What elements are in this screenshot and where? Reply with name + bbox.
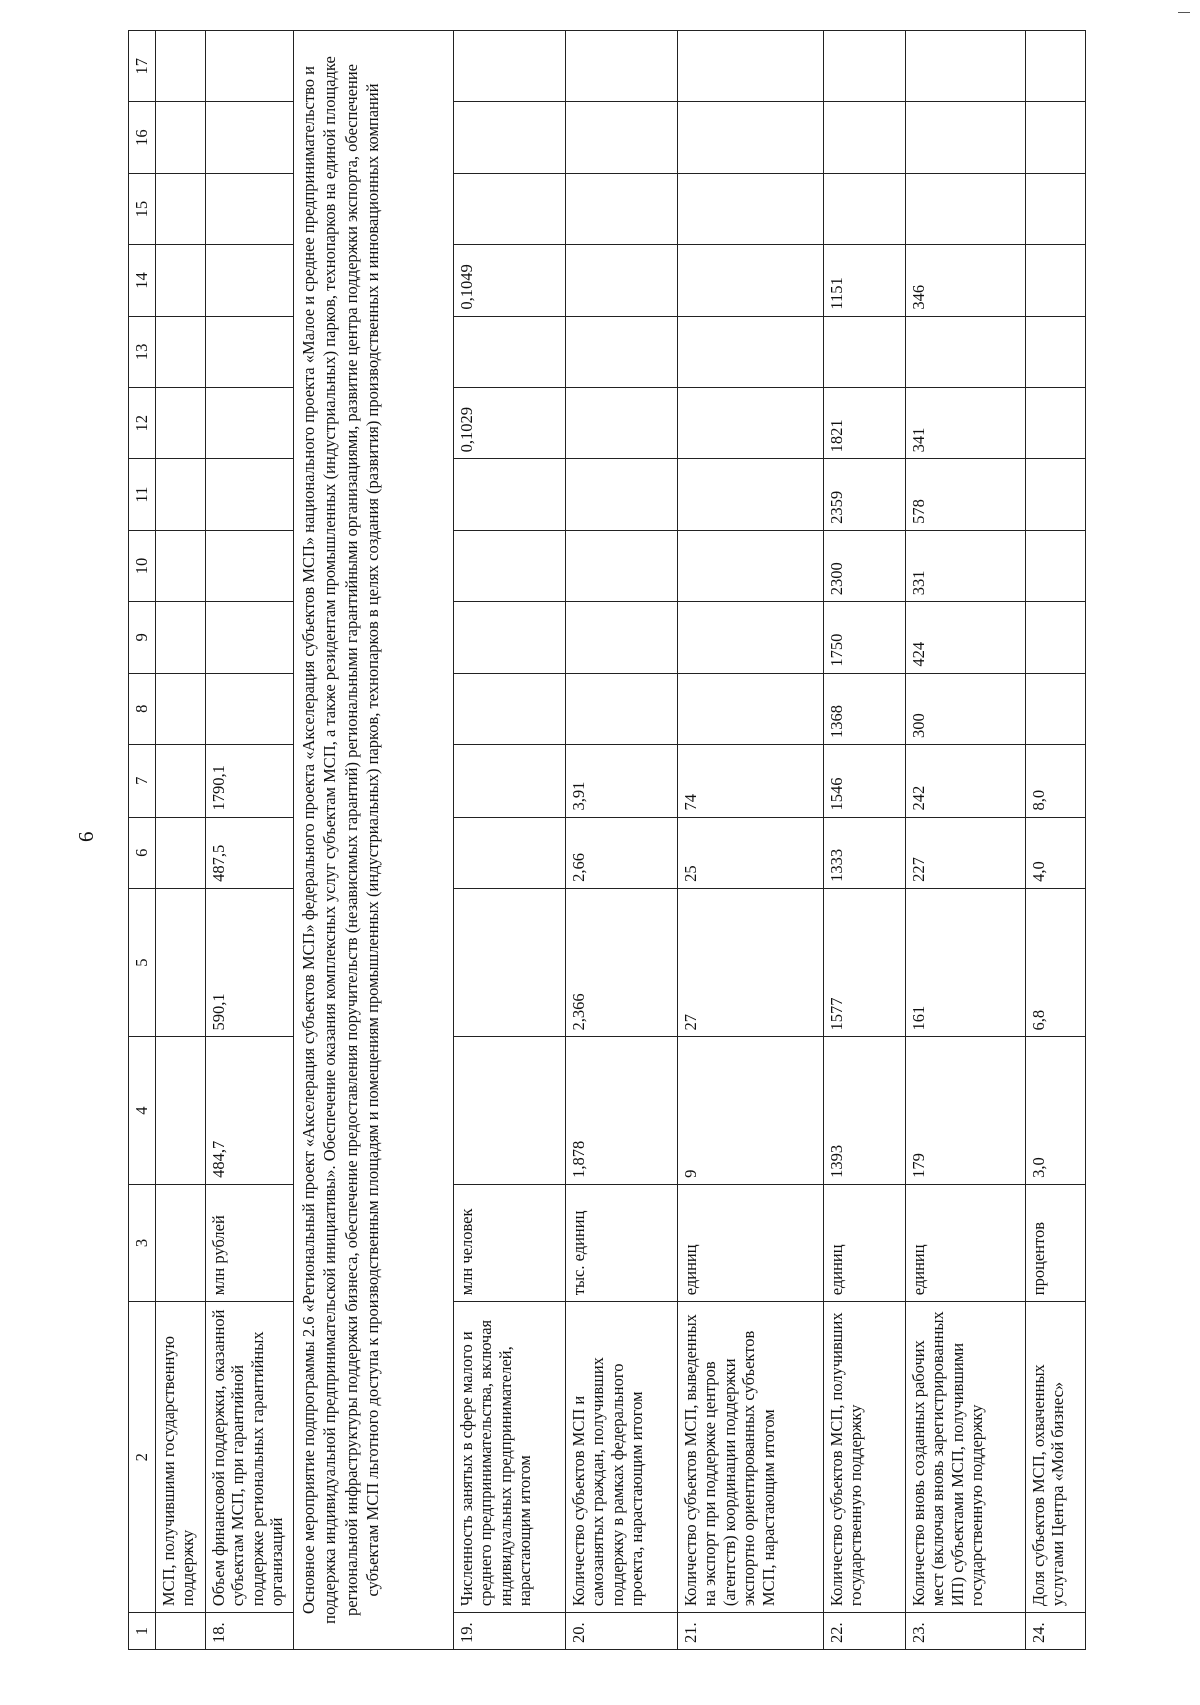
value-cell-col-8 xyxy=(454,673,566,744)
value-cell-col-4: 1393 xyxy=(824,1037,906,1184)
row-number-cell xyxy=(156,1613,206,1650)
indicator-name-cell: Количество субъектов МСП, получивших государственную поддержку xyxy=(824,1302,906,1613)
unit-cell: процентов xyxy=(1026,1184,1086,1301)
value-cell-col-13 xyxy=(156,316,206,387)
column-number-2: 2 xyxy=(129,1302,156,1613)
row-number-cell: 24. xyxy=(1026,1613,1086,1650)
table-row xyxy=(206,31,294,1650)
value-cell-col-8: 1368 xyxy=(824,673,906,744)
value-cell-col-7 xyxy=(156,744,206,817)
value-cell-col-11 xyxy=(566,459,678,530)
value-cell-col-4: 3,0 xyxy=(1026,1037,1086,1184)
row-number-cell: 23. xyxy=(906,1613,1026,1650)
value-cell-col-16 xyxy=(156,102,206,173)
value-cell-col-5: 6,8 xyxy=(1026,888,1086,1037)
value-cell-col-14 xyxy=(156,245,206,316)
value-cell-col-6: 487,5 xyxy=(206,817,294,888)
value-cell-col-9: 1750 xyxy=(824,602,906,673)
value-cell-col-14: 346 xyxy=(906,245,1026,316)
column-number-row xyxy=(129,31,156,1650)
rotated-table-area xyxy=(128,30,1200,1650)
value-cell-col-12 xyxy=(1026,388,1086,459)
column-number-15: 15 xyxy=(129,173,156,244)
value-cell-col-8 xyxy=(206,673,294,744)
value-cell-col-11 xyxy=(1026,459,1086,530)
row-number-cell: 20. xyxy=(566,1613,678,1650)
value-cell-col-9 xyxy=(678,602,824,673)
value-cell-col-5: 590,1 xyxy=(206,888,294,1037)
value-cell-col-4 xyxy=(156,1037,206,1184)
unit-cell: единиц xyxy=(678,1184,824,1301)
value-cell-col-15 xyxy=(1026,173,1086,244)
value-cell-col-13 xyxy=(678,316,824,387)
unit-cell: тыс. единиц xyxy=(566,1184,678,1301)
value-cell-col-6 xyxy=(454,817,566,888)
value-cell-col-10 xyxy=(1026,530,1086,601)
indicator-name-cell: Количество субъектов МСП, выведенных на экспорт при поддержке центров (агентств) координации поддержки экспортно ориентированных субъектов МСП, нарастающим итогом xyxy=(678,1302,824,1613)
column-number-13: 13 xyxy=(129,316,156,387)
value-cell-col-10 xyxy=(678,530,824,601)
value-cell-col-17 xyxy=(206,31,294,102)
value-cell-col-15 xyxy=(678,173,824,244)
indicator-name-cell: Численность занятых в сфере малого и среднего предпринимательства, включая индивидуальных предпринимателей, нарастающим итогом xyxy=(454,1302,566,1613)
value-cell-col-9 xyxy=(454,602,566,673)
column-number-1: 1 xyxy=(129,1613,156,1650)
row-number-cell: 22. xyxy=(824,1613,906,1650)
value-cell-col-16 xyxy=(566,102,678,173)
corner-mark xyxy=(1178,12,1190,13)
value-cell-col-7: 242 xyxy=(906,744,1026,817)
value-cell-col-4: 1,878 xyxy=(566,1037,678,1184)
value-cell-col-4: 179 xyxy=(906,1037,1026,1184)
page-number: 6 xyxy=(74,831,98,842)
value-cell-col-6: 227 xyxy=(906,817,1026,888)
value-cell-col-13 xyxy=(206,316,294,387)
value-cell-col-16 xyxy=(454,102,566,173)
value-cell-col-16 xyxy=(824,102,906,173)
value-cell-col-5: 161 xyxy=(906,888,1026,1037)
value-cell-col-11 xyxy=(454,459,566,530)
indicator-name-cell: Объем финансовой поддержки, оказанной субъектам МСП, при гарантийной поддержке региональных гарантийных организаций xyxy=(206,1302,294,1613)
value-cell-col-8 xyxy=(1026,673,1086,744)
value-cell-col-5 xyxy=(454,888,566,1037)
section-row xyxy=(294,31,454,1650)
value-cell-col-17 xyxy=(824,31,906,102)
value-cell-col-16 xyxy=(206,102,294,173)
unit-cell: единиц xyxy=(906,1184,1026,1301)
value-cell-col-4: 484,7 xyxy=(206,1037,294,1184)
indicator-name-cell: Количество вновь созданных рабочих мест (включая вновь зарегистрированных ИП) субъектами МСП, получившими государственную поддержку xyxy=(906,1302,1026,1613)
column-number-6: 6 xyxy=(129,817,156,888)
value-cell-col-13 xyxy=(824,316,906,387)
value-cell-col-13 xyxy=(454,316,566,387)
value-cell-col-13 xyxy=(566,316,678,387)
value-cell-col-14 xyxy=(1026,245,1086,316)
value-cell-col-5: 27 xyxy=(678,888,824,1037)
value-cell-col-6: 25 xyxy=(678,817,824,888)
value-cell-col-12: 0,1029 xyxy=(454,388,566,459)
value-cell-col-14 xyxy=(678,245,824,316)
value-cell-col-9 xyxy=(156,602,206,673)
indicator-name-cell: МСП, получившими государственную поддержку xyxy=(156,1302,206,1613)
indicator-name-cell: Доля субъектов МСП, охваченных услугами Центра «Мой бизнес» xyxy=(1026,1302,1086,1613)
value-cell-col-12: 341 xyxy=(906,388,1026,459)
value-cell-col-10 xyxy=(566,530,678,601)
value-cell-col-10: 2300 xyxy=(824,530,906,601)
value-cell-col-7 xyxy=(454,744,566,817)
value-cell-col-5 xyxy=(156,888,206,1037)
value-cell-col-15 xyxy=(566,173,678,244)
value-cell-col-16 xyxy=(1026,102,1086,173)
value-cell-col-6: 4,0 xyxy=(1026,817,1086,888)
table-row xyxy=(906,31,1026,1650)
indicator-name-cell: Количество субъектов МСП и самозанятых граждан, получивших поддержку в рамках федерального проекта, нарастающим итогом xyxy=(566,1302,678,1613)
value-cell-col-15 xyxy=(824,173,906,244)
value-cell-col-17 xyxy=(156,31,206,102)
value-cell-col-8 xyxy=(566,673,678,744)
unit-cell: единиц xyxy=(824,1184,906,1301)
value-cell-col-15 xyxy=(906,173,1026,244)
row-number-cell: 19. xyxy=(454,1613,566,1650)
value-cell-col-17 xyxy=(678,31,824,102)
unit-cell: млн человек xyxy=(454,1184,566,1301)
column-number-5: 5 xyxy=(129,888,156,1037)
section-title: Основное мероприятие подпрограммы 2.6 «Региональный проект «Акселерация субъектов МСП» федерального проекта «Акселерация субъектов МСП» национального проекта «Малое и среднее предпринимательство и поддержка индивидуальной предпринимательской инициативы». Обеспечение оказания комплексных услуг субъектам МСП, а также резидентам промышленных (индустриальных) парков, технопарков на единой площадке региональной инфраструктуры поддержки бизнеса, обеспечение предоставления поручительств (независимых гарантий) региональными гарантийными организациями, развитие центра поддержки экспорта, обеспечение субъектам МСП льготного доступа к производственным площадям и помещениям промышленных (индустриальных) парков, технопарков в целях создания (развития) производственных и инновационных компаний xyxy=(294,31,454,1650)
value-cell-col-8: 300 xyxy=(906,673,1026,744)
value-cell-col-7: 8,0 xyxy=(1026,744,1086,817)
table-row xyxy=(566,31,678,1650)
table-row xyxy=(1026,31,1086,1650)
column-number-17: 17 xyxy=(129,31,156,102)
value-cell-col-11 xyxy=(206,459,294,530)
value-cell-col-16 xyxy=(906,102,1026,173)
column-number-11: 11 xyxy=(129,459,156,530)
value-cell-col-4: 9 xyxy=(678,1037,824,1184)
table-body xyxy=(156,31,1086,1650)
value-cell-col-11 xyxy=(678,459,824,530)
indicators-table xyxy=(128,30,1086,1650)
column-number-9: 9 xyxy=(129,602,156,673)
value-cell-col-12 xyxy=(156,388,206,459)
table-row xyxy=(824,31,906,1650)
value-cell-col-17 xyxy=(454,31,566,102)
value-cell-col-10 xyxy=(206,530,294,601)
table-row xyxy=(678,31,824,1650)
value-cell-col-5: 1577 xyxy=(824,888,906,1037)
table-row xyxy=(454,31,566,1650)
column-number-14: 14 xyxy=(129,245,156,316)
value-cell-col-9: 424 xyxy=(906,602,1026,673)
value-cell-col-14: 0,1049 xyxy=(454,245,566,316)
unit-cell xyxy=(156,1184,206,1301)
column-number-16: 16 xyxy=(129,102,156,173)
value-cell-col-10 xyxy=(156,530,206,601)
value-cell-col-6: 2,66 xyxy=(566,817,678,888)
value-cell-col-6: 1333 xyxy=(824,817,906,888)
row-number-cell: 18. xyxy=(206,1613,294,1650)
value-cell-col-9 xyxy=(566,602,678,673)
value-cell-col-14 xyxy=(206,245,294,316)
value-cell-col-7: 1546 xyxy=(824,744,906,817)
value-cell-col-13 xyxy=(906,316,1026,387)
column-number-8: 8 xyxy=(129,673,156,744)
unit-cell: млн рублей xyxy=(206,1184,294,1301)
value-cell-col-11: 578 xyxy=(906,459,1026,530)
value-cell-col-7: 74 xyxy=(678,744,824,817)
column-number-4: 4 xyxy=(129,1037,156,1184)
value-cell-col-15 xyxy=(156,173,206,244)
table-row xyxy=(156,31,206,1650)
value-cell-col-8 xyxy=(156,673,206,744)
value-cell-col-7: 1790,1 xyxy=(206,744,294,817)
value-cell-col-5: 2,366 xyxy=(566,888,678,1037)
column-number-7: 7 xyxy=(129,744,156,817)
column-number-3: 3 xyxy=(129,1184,156,1301)
value-cell-col-15 xyxy=(206,173,294,244)
value-cell-col-14 xyxy=(566,245,678,316)
value-cell-col-7: 3,91 xyxy=(566,744,678,817)
value-cell-col-16 xyxy=(678,102,824,173)
value-cell-col-4 xyxy=(454,1037,566,1184)
value-cell-col-9 xyxy=(206,602,294,673)
value-cell-col-11: 2359 xyxy=(824,459,906,530)
value-cell-col-10 xyxy=(454,530,566,601)
column-number-10: 10 xyxy=(129,530,156,601)
value-cell-col-11 xyxy=(156,459,206,530)
value-cell-col-10: 331 xyxy=(906,530,1026,601)
value-cell-col-17 xyxy=(1026,31,1086,102)
value-cell-col-6 xyxy=(156,817,206,888)
value-cell-col-12 xyxy=(678,388,824,459)
value-cell-col-12 xyxy=(566,388,678,459)
column-number-12: 12 xyxy=(129,388,156,459)
value-cell-col-12: 1821 xyxy=(824,388,906,459)
row-number-cell: 21. xyxy=(678,1613,824,1650)
value-cell-col-17 xyxy=(566,31,678,102)
value-cell-col-14: 1151 xyxy=(824,245,906,316)
value-cell-col-15 xyxy=(454,173,566,244)
value-cell-col-12 xyxy=(206,388,294,459)
value-cell-col-8 xyxy=(678,673,824,744)
value-cell-col-13 xyxy=(1026,316,1086,387)
value-cell-col-9 xyxy=(1026,602,1086,673)
value-cell-col-17 xyxy=(906,31,1026,102)
